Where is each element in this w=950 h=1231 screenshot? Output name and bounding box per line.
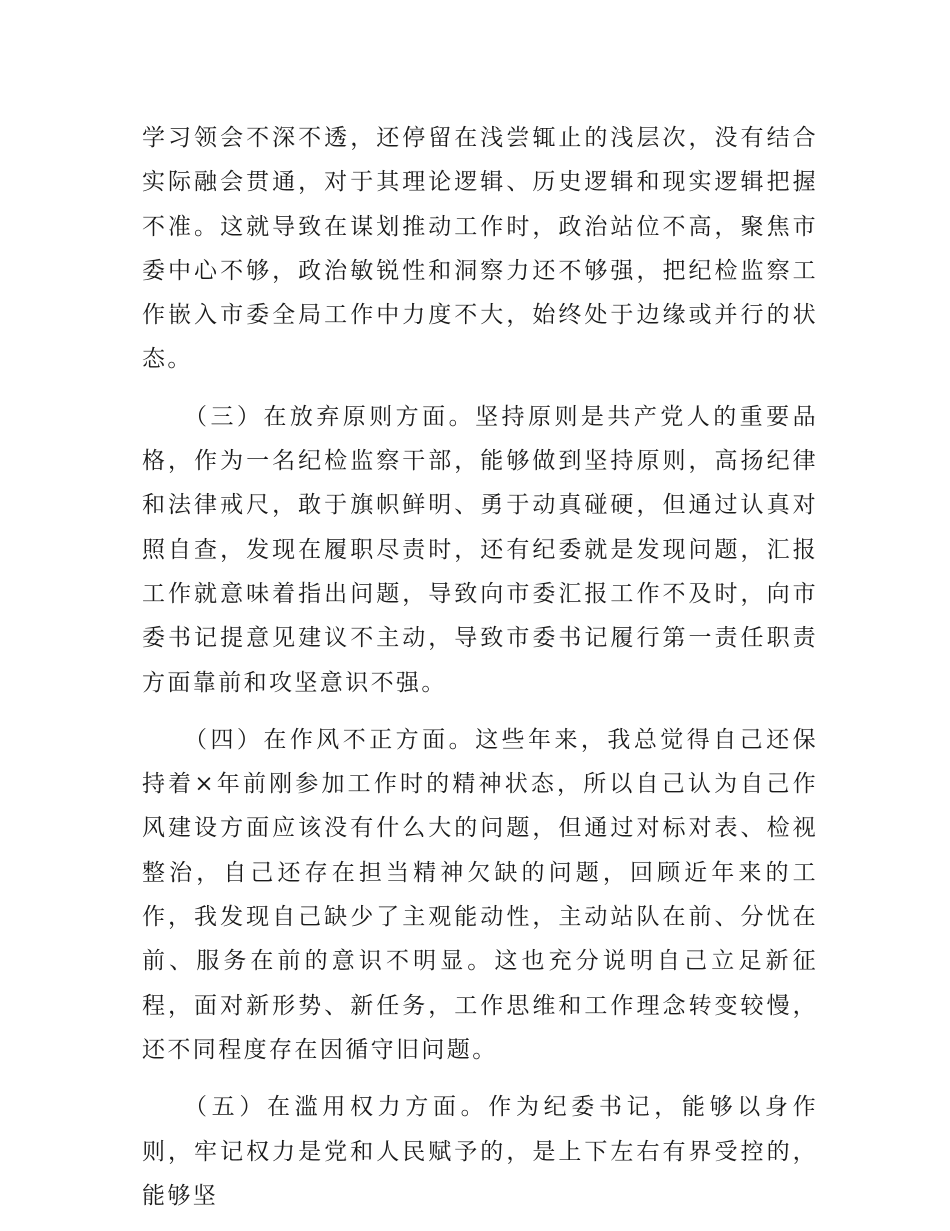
- paragraph-section-5-power: （五）在滥用权力方面。作为纪委书记，能够以身作则，牢记权力是党和人民赋予的，是上下左右有界受控的，能够坚: [142, 1094, 818, 1209]
- paragraph-continuation: 学习领会不深不透，还停留在浅尝辄止的浅层次，没有结合实际融会贯通，对于其理论逻辑、历史逻辑和现实逻辑把握不准。这就导致在谋划推动工作时，政治站位不高，聚焦市委中心不够，政治敏锐性和洞察力还不够强，把纪检监察工作嵌入市委全局工作中力度不大，始终处于边缘或并行的状态。: [142, 125, 818, 373]
- paragraph-section-4-work-style: （四）在作风不正方面。这些年来，我总觉得自己还保持着×年前刚参加工作时的精神状态，所以自己认为自己作风建设方面应该没有什么大的问题，但通过对标对表、检视整治，自己还存在担当精神欠缺的问题，回顾近年来的工作，我发现自己缺少了主观能动性，主动站队在前、分忧在前、服务在前的意识不明显。这也充分说明自己立足新征程，面对新形势、新任务，工作思维和工作理念转变较慢，还不同程度存在因循守旧问题。: [142, 726, 818, 1063]
- paragraph-section-3-principle: （三）在放弃原则方面。坚持原则是共产党人的重要品格，作为一名纪检监察干部，能够做到坚持原则，高扬纪律和法律戒尺，敢于旗帜鲜明、勇于动真碰硬，但通过认真对照自查，发现在履职尽责时，还有纪委就是发现问题，汇报工作就意味着指出问题，导致向市委汇报工作不及时，向市委书记提意见建议不主动，导致市委书记履行第一责任职责方面靠前和攻坚意识不强。: [142, 403, 818, 696]
- document-body: [142, 116, 818, 1231]
